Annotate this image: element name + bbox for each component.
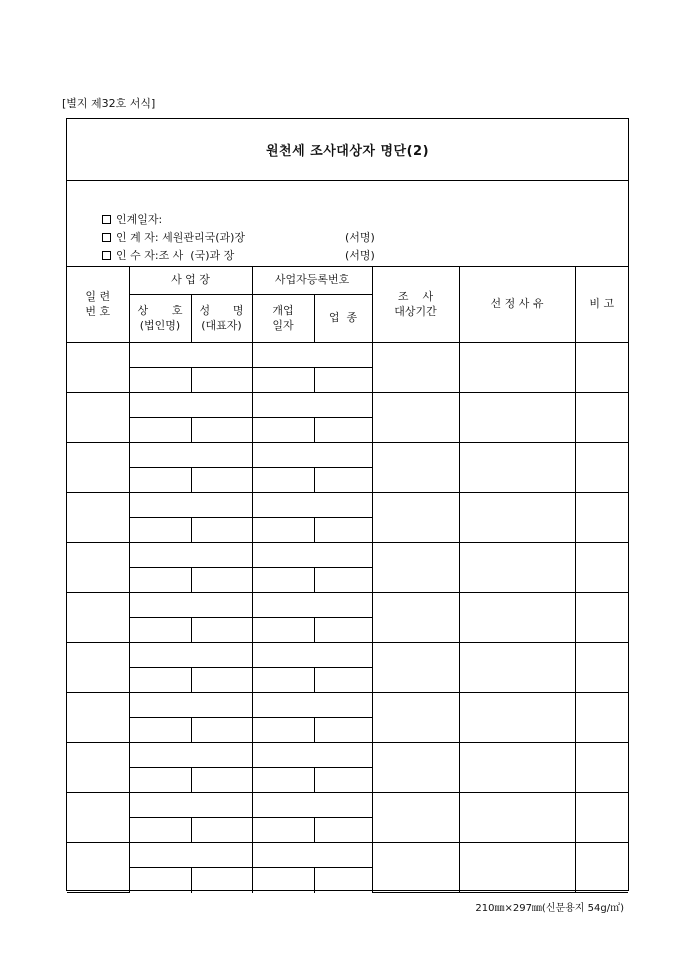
open-date-cell[interactable]: [252, 418, 314, 443]
note-cell[interactable]: [575, 743, 628, 793]
business-place-cell[interactable]: [129, 743, 252, 768]
serial-cell[interactable]: [67, 493, 129, 543]
entry-row: [67, 343, 628, 368]
reason-cell[interactable]: [459, 393, 575, 443]
serial-cell[interactable]: [67, 793, 129, 843]
trade-name-header: 상 호 (법인명): [129, 295, 191, 343]
period-cell[interactable]: [372, 543, 459, 593]
biz-type-cell[interactable]: [314, 368, 372, 393]
open-date-cell[interactable]: [252, 618, 314, 643]
business-place-cell[interactable]: [129, 793, 252, 818]
trade-name-cell[interactable]: [129, 868, 191, 893]
period-cell[interactable]: [372, 693, 459, 743]
rep-name-cell[interactable]: [191, 618, 252, 643]
paper-size-note: 210㎜×297㎜(신문용지 54g/㎡): [475, 903, 624, 914]
reg-no-cell[interactable]: [252, 443, 372, 468]
reason-cell[interactable]: [459, 693, 575, 743]
reg-no-cell[interactable]: [252, 343, 372, 368]
reason-cell[interactable]: [459, 643, 575, 693]
open-date-cell[interactable]: [252, 468, 314, 493]
entry-row: [67, 593, 628, 618]
trade-name-cell[interactable]: [129, 818, 191, 843]
header-row-1: [67, 267, 628, 295]
reg-no-cell[interactable]: [252, 493, 372, 518]
reason-cell[interactable]: [459, 443, 575, 493]
reason-cell[interactable]: [459, 593, 575, 643]
reg-no-cell[interactable]: [252, 843, 372, 868]
handover-label: 인 계 자:: [115, 231, 159, 244]
receiver-signature: (서명): [345, 249, 375, 262]
rep-name-cell[interactable]: [191, 568, 252, 593]
business-place-cell[interactable]: [129, 443, 252, 468]
reason-cell[interactable]: [459, 493, 575, 543]
handover-signature: (서명): [345, 231, 375, 244]
period-cell[interactable]: [372, 643, 459, 693]
biz-type-cell[interactable]: [314, 668, 372, 693]
business-place-cell[interactable]: [129, 593, 252, 618]
transfer-info: [67, 180, 628, 267]
open-date-cell[interactable]: [252, 718, 314, 743]
trade-name-cell[interactable]: [129, 718, 191, 743]
note-cell[interactable]: [575, 543, 628, 593]
trade-name-cell[interactable]: [129, 668, 191, 693]
biz-type-cell[interactable]: [314, 868, 372, 893]
reg-no-header: 사업자등록번호: [252, 267, 372, 295]
reg-no-cell[interactable]: [252, 393, 372, 418]
target-list-table: [67, 266, 628, 893]
trade-name-cell[interactable]: [129, 418, 191, 443]
open-date-header: 개업 일자: [252, 295, 314, 343]
receiver-label: 인 수 자:: [115, 249, 159, 262]
period-cell[interactable]: [372, 493, 459, 543]
rep-name-cell[interactable]: [191, 518, 252, 543]
business-place-cell[interactable]: [129, 843, 252, 868]
reason-cell[interactable]: [459, 743, 575, 793]
entry-row: [67, 743, 628, 768]
note-cell[interactable]: [575, 393, 628, 443]
open-date-cell[interactable]: [252, 868, 314, 893]
serial-cell[interactable]: [67, 393, 129, 443]
biz-type-cell[interactable]: [314, 568, 372, 593]
reason-cell[interactable]: [459, 543, 575, 593]
receiver-value: 조 사 (국)과 장: [158, 249, 235, 262]
biz-type-cell[interactable]: [314, 468, 372, 493]
open-date-cell[interactable]: [252, 568, 314, 593]
reg-no-cell[interactable]: [252, 643, 372, 668]
business-place-header: 사 업 장: [129, 267, 252, 295]
period-cell[interactable]: [372, 393, 459, 443]
reason-cell[interactable]: [459, 843, 575, 893]
period-cell[interactable]: [372, 343, 459, 393]
form-label: [별지 제32호 서식]: [62, 97, 156, 110]
reason-cell[interactable]: [459, 793, 575, 843]
open-date-cell[interactable]: [252, 668, 314, 693]
entry-row: [67, 643, 628, 668]
business-place-cell[interactable]: [129, 693, 252, 718]
open-date-cell[interactable]: [252, 818, 314, 843]
trade-name-cell[interactable]: [129, 468, 191, 493]
note-cell[interactable]: [575, 593, 628, 643]
entry-row: [67, 393, 628, 418]
trade-name-cell[interactable]: [129, 568, 191, 593]
note-cell[interactable]: [575, 843, 628, 893]
trade-name-cell[interactable]: [129, 518, 191, 543]
note-cell[interactable]: [575, 793, 628, 843]
rep-name-cell[interactable]: [191, 468, 252, 493]
entry-row: [67, 493, 628, 518]
form-frame: [66, 118, 629, 891]
biz-type-cell[interactable]: [314, 418, 372, 443]
period-header: 조 사 대상기간: [372, 267, 459, 343]
rep-name-cell[interactable]: [191, 718, 252, 743]
business-place-cell[interactable]: [129, 543, 252, 568]
business-place-cell[interactable]: [129, 393, 252, 418]
business-place-cell[interactable]: [129, 343, 252, 368]
reg-no-cell[interactable]: [252, 693, 372, 718]
note-cell[interactable]: [575, 443, 628, 493]
serial-cell[interactable]: [67, 693, 129, 743]
period-cell[interactable]: [372, 843, 459, 893]
open-date-cell[interactable]: [252, 368, 314, 393]
reg-no-cell[interactable]: [252, 543, 372, 568]
open-date-cell[interactable]: [252, 518, 314, 543]
entry-row: [67, 443, 628, 468]
period-cell[interactable]: [372, 793, 459, 843]
transfer-date-label: 인계일자:: [115, 213, 163, 226]
rep-name-cell[interactable]: [191, 768, 252, 793]
serial-cell[interactable]: [67, 743, 129, 793]
business-place-cell[interactable]: [129, 643, 252, 668]
entry-row: [67, 693, 628, 718]
period-cell[interactable]: [372, 743, 459, 793]
rep-name-header: 성 명 (대표자): [191, 295, 252, 343]
biz-type-cell[interactable]: [314, 618, 372, 643]
trade-name-cell[interactable]: [129, 368, 191, 393]
serial-cell[interactable]: [67, 593, 129, 643]
checkbox-icon[interactable]: [102, 251, 111, 260]
entry-row: [67, 843, 628, 868]
open-date-cell[interactable]: [252, 768, 314, 793]
trade-name-cell[interactable]: [129, 768, 191, 793]
reg-no-cell[interactable]: [252, 593, 372, 618]
note-cell[interactable]: [575, 493, 628, 543]
rep-name-cell[interactable]: [191, 668, 252, 693]
note-cell[interactable]: [575, 643, 628, 693]
reason-cell[interactable]: [459, 343, 575, 393]
biz-type-cell[interactable]: [314, 718, 372, 743]
biz-type-cell[interactable]: [314, 768, 372, 793]
rep-name-cell[interactable]: [191, 368, 252, 393]
trade-name-cell[interactable]: [129, 618, 191, 643]
reg-no-cell[interactable]: [252, 793, 372, 818]
biz-type-cell[interactable]: [314, 518, 372, 543]
entry-row: [67, 793, 628, 818]
serial-cell[interactable]: [67, 443, 129, 493]
note-cell[interactable]: [575, 343, 628, 393]
biz-type-header: 업 종: [314, 295, 372, 343]
rep-name-cell[interactable]: [191, 418, 252, 443]
business-place-cell[interactable]: [129, 493, 252, 518]
serial-cell[interactable]: [67, 643, 129, 693]
period-cell[interactable]: [372, 443, 459, 493]
reg-no-cell[interactable]: [252, 743, 372, 768]
entry-row: [67, 543, 628, 568]
note-cell[interactable]: [575, 693, 628, 743]
biz-type-cell[interactable]: [314, 818, 372, 843]
period-cell[interactable]: [372, 593, 459, 643]
rep-name-cell[interactable]: [191, 818, 252, 843]
serial-cell[interactable]: [67, 843, 129, 893]
note-header: 비 고: [575, 267, 628, 343]
reason-header: 선 정 사 유: [459, 267, 575, 343]
rep-name-cell[interactable]: [191, 868, 252, 893]
serial-cell[interactable]: [67, 543, 129, 593]
serial-header: 일 련 번 호: [67, 267, 129, 343]
serial-cell[interactable]: [67, 343, 129, 393]
handover-value: 세원관리국(과)장: [162, 231, 246, 244]
form-title: 원천세 조사대상자 명단(2): [67, 119, 628, 181]
